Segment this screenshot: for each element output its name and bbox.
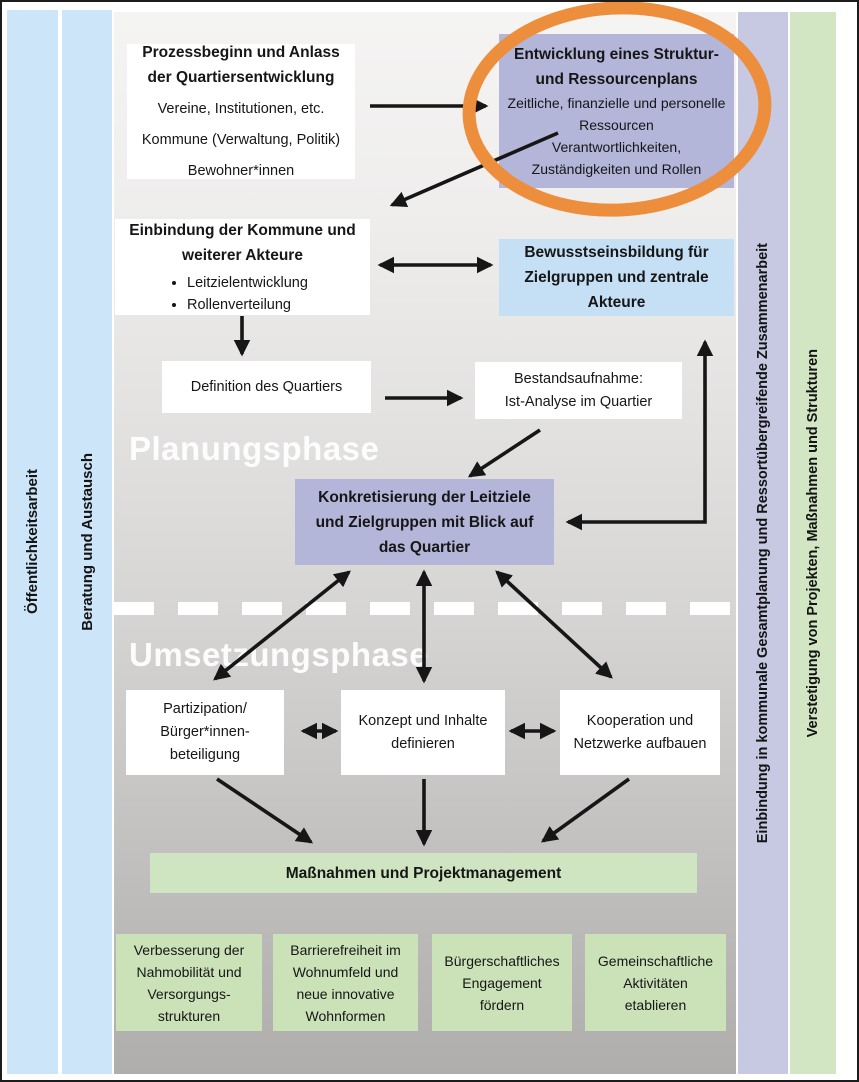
box-measures-project-management xyxy=(150,853,697,893)
box-goal-concretization xyxy=(295,479,554,565)
box-quarter-definition xyxy=(162,361,371,413)
box-line: Definition des Quartiers xyxy=(190,378,343,395)
box-municipality-involvement xyxy=(115,219,370,315)
box-line: beteiligung xyxy=(169,747,241,763)
box-structure-resource-plan xyxy=(499,34,734,188)
box-line: Verantwortlichkeiten, xyxy=(551,139,682,155)
box-participation xyxy=(126,690,284,775)
box-inventory-analysis xyxy=(475,362,682,419)
box-title-line: Prozessbeginn und Anlass xyxy=(142,44,340,61)
bullet-item: • Leitzielentwicklung xyxy=(187,272,370,294)
box-line: Netzwerke aufbauen xyxy=(573,735,707,752)
box-line: Konzept und Inhalte xyxy=(358,712,488,729)
bullet-list xyxy=(115,272,370,316)
box-line: Gemeinschaftliche xyxy=(597,952,714,969)
box-outcome-community-activities xyxy=(585,934,726,1031)
box-line: Bewohner*innen xyxy=(187,163,295,179)
sidebar-consolidation xyxy=(790,12,836,1074)
box-line: Verbesserung der xyxy=(133,941,245,958)
bullet-item: • Rollenverteilung xyxy=(187,294,370,316)
box-title-line: der Quartiersentwicklung xyxy=(147,69,335,86)
box-outcome-mobility xyxy=(116,934,262,1031)
box-line: definieren xyxy=(391,735,455,752)
implementation-phase-label: Umsetzungsphase xyxy=(129,636,429,673)
box-line: Kooperation und xyxy=(586,712,694,729)
box-line: Engagement xyxy=(462,974,542,991)
sidebar-public-relations xyxy=(7,10,58,1074)
box-line: Partizipation/ xyxy=(163,701,247,717)
box-line: das Quartier xyxy=(378,538,471,556)
box-line: Ressourcen xyxy=(579,117,654,133)
box-process-start xyxy=(127,44,355,179)
box-line: strukturen xyxy=(157,1007,221,1024)
box-cooperation-networks xyxy=(560,690,720,775)
box-line: neue innovative xyxy=(296,985,395,1002)
box-line: Akteure xyxy=(587,294,646,311)
box-line: Wohnumfeld und xyxy=(292,963,399,980)
box-line: Zeitliche, finanzielle und personelle xyxy=(507,95,726,111)
box-line: etablieren xyxy=(624,996,687,1013)
box-line: Nahmobilität und xyxy=(136,963,242,980)
box-title-line: Entwicklung eines Struktur- xyxy=(514,46,719,63)
sidebar-consolidation-label: Verstetigung von Projekten, Maßnahmen und Strukturen xyxy=(805,348,821,738)
box-line: Bewusstseinsbildung für xyxy=(524,244,709,261)
box-title-line: weiterer Akteure xyxy=(182,247,303,264)
sidebar-municipal-integration xyxy=(738,12,788,1074)
box-line: Zuständigkeiten und Rollen xyxy=(531,161,702,177)
planning-phase-label: Planungsphase xyxy=(129,430,380,467)
box-line: Ist-Analyse im Quartier xyxy=(504,393,653,410)
box-line: Vereine, Institutionen, etc. xyxy=(157,101,325,117)
phase-separator-dashed-line xyxy=(114,602,736,615)
sidebar-consulting-exchange xyxy=(62,10,112,1074)
box-outcome-civic-engagement xyxy=(432,934,572,1031)
box-outcome-accessibility xyxy=(273,934,418,1031)
box-concept-content xyxy=(341,690,505,775)
sidebar-consulting-exchange-label: Beratung und Austausch xyxy=(78,453,96,631)
box-title-line: und Ressourcenplans xyxy=(535,71,698,88)
box-line: Bestandsaufnahme: xyxy=(514,370,643,387)
box-line: fördern xyxy=(479,996,525,1013)
box-line: Barrierefreiheit im xyxy=(290,941,401,958)
box-line: und Zielgruppen mit Blick auf xyxy=(315,513,534,531)
box-line: Maßnahmen und Projektmanagement xyxy=(285,864,562,882)
box-line: Bürgerschaftliches xyxy=(444,952,560,969)
box-line: Zielgruppen und zentrale xyxy=(524,269,709,286)
sidebar-municipal-integration-label: Einbindung in kommunale Gesamtplanung und Ressortübergreifende Zusammenarbeit xyxy=(755,242,771,844)
box-awareness-building xyxy=(499,239,734,316)
box-line: Bürger*innen- xyxy=(160,724,250,740)
box-line: Wohnformen xyxy=(305,1007,386,1024)
box-line: Aktivitäten xyxy=(623,974,688,991)
box-title-line: Einbindung der Kommune und xyxy=(129,222,356,239)
box-line: Versorgungs- xyxy=(147,985,231,1002)
box-line: Konkretisierung der Leitziele xyxy=(318,488,531,506)
box-line: Kommune (Verwaltung, Politik) xyxy=(141,132,341,148)
sidebar-public-relations-label: Öffentlichkeitsarbeit xyxy=(24,469,41,615)
